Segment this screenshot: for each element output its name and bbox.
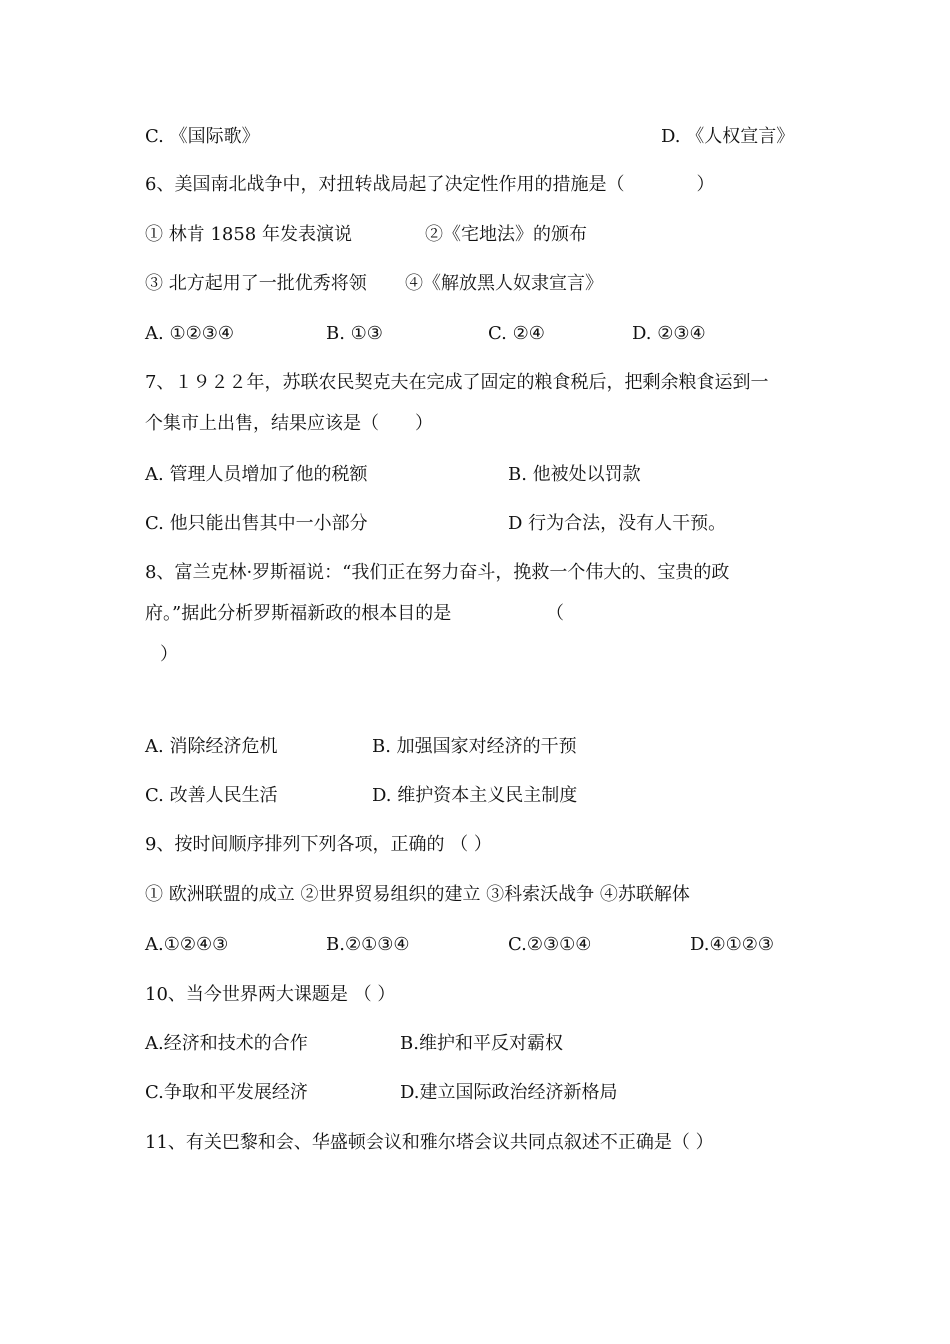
q8-stem-line1: 8、富兰克林·罗斯福说：“我们正在努力奋斗，挽救一个伟大的、宝贵的政 [145,562,730,583]
q8-paren-open: （ [546,603,564,624]
q10-stem: 10、当今世界两大课题是 （ ） [145,984,396,1005]
q9-option-a: A.①②④③ [145,934,229,955]
q6-option-a: A. ①②③④ [145,323,234,344]
q8-option-d: D. 维护资本主义民主制度 [372,785,578,806]
q6-option-c: C. ②④ [488,323,545,344]
q7-stem-line2: 个集市上出售，结果应该是（ ） [145,413,433,434]
q8-option-b: B. 加强国家对经济的干预 [372,736,577,757]
q10-option-d: D.建立国际政治经济新格局 [400,1082,618,1103]
q7-option-c: C. 他只能出售其中一小部分 [145,513,368,534]
q10-option-a: A.经济和技术的合作 [145,1033,308,1054]
q7-stem-line1: 7、１９２２年，苏联农民契克夫在完成了固定的粮食税后，把剩余粮食运到一 [145,372,769,393]
q5-option-d: D. 《人权宣言》 [661,126,795,147]
q7-option-d: D 行为合法，没有人干预。 [508,513,727,534]
q8-stem-line2: 府。”据此分析罗斯福新政的根本目的是 [145,603,452,624]
q9-option-b: B.②①③④ [326,934,410,955]
q8-option-c: C. 改善人民生活 [145,785,278,806]
q9-option-d: D.④①②③ [690,934,775,955]
q8-paren-close: ） [160,644,178,665]
q7-option-b: B. 他被处以罚款 [508,464,641,485]
q6-option-b: B. ①③ [326,323,383,344]
q10-option-b: B.维护和平反对霸权 [400,1033,563,1054]
q9-stem: 9、按时间顺序排列下列各项，正确的 （ ） [145,834,492,855]
q6-item-2: ②《宅地法》的颁布 [425,224,587,245]
q9-option-c: C.②③①④ [508,934,592,955]
q6-option-d: D. ②③④ [632,323,706,344]
q6-item-4: ④《解放黑人奴隶宣言》 [405,273,603,294]
q11-stem: 11、有关巴黎和会、华盛顿会议和雅尔塔会议共同点叙述不正确是（ ） [145,1132,714,1153]
q8-option-a: A. 消除经济危机 [145,736,278,757]
q9-items: ① 欧洲联盟的成立 ②世界贸易组织的建立 ③科索沃战争 ④苏联解体 [145,884,690,905]
q6-item-3: ③ 北方起用了一批优秀将领 [145,273,367,294]
q5-option-c: C. 《国际歌》 [145,126,260,147]
q10-option-c: C.争取和平发展经济 [145,1082,308,1103]
q7-option-a: A. 管理人员增加了他的税额 [145,464,368,485]
q6-item-1: ① 林肯 1858 年发表演说 [145,224,352,245]
q6-stem: 6、美国南北战争中，对扭转战局起了决定性作用的措施是（ ） [145,174,715,195]
